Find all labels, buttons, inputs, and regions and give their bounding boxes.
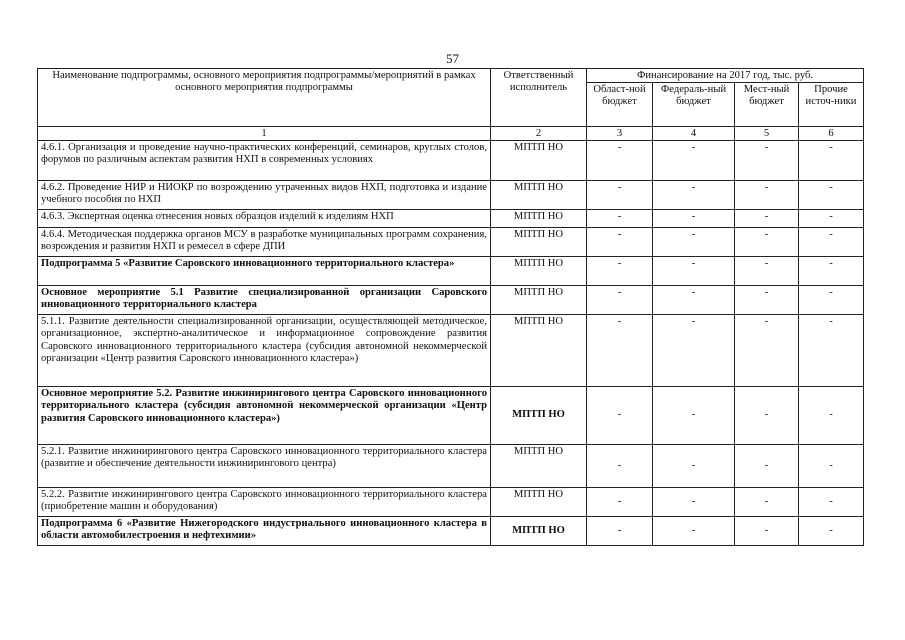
local-value: - (735, 181, 799, 210)
column-numbers-row (38, 127, 864, 141)
row-executor: МПТП НО (491, 445, 587, 488)
other-value: - (799, 445, 864, 488)
regional-value: - (587, 286, 653, 315)
local-value: - (735, 517, 799, 546)
header-regional-budget: Област-ной бюджет (587, 83, 653, 127)
table-row (38, 228, 864, 257)
regional-value: - (587, 387, 653, 445)
regional-value: - (587, 228, 653, 257)
main-activity-title: Основное мероприятие 5.1 Развитие специализированной организации Саровского инновационного территориального кластера (38, 286, 491, 315)
federal-value: - (653, 181, 735, 210)
header-financing: Финансирование на 2017 год, тыс. руб. (587, 69, 864, 83)
row-executor: МПТП НО (491, 257, 587, 286)
other-value: - (799, 228, 864, 257)
federal-value: - (653, 228, 735, 257)
other-value: - (799, 517, 864, 546)
federal-value: - (653, 286, 735, 315)
local-value: - (735, 141, 799, 181)
header-local-budget: Мест-ный бюджет (735, 83, 799, 127)
local-value: - (735, 210, 799, 228)
local-value: - (735, 445, 799, 488)
local-value: - (735, 257, 799, 286)
table-row (38, 286, 864, 315)
local-value: - (735, 387, 799, 445)
table-row (38, 210, 864, 228)
regional-value: - (587, 181, 653, 210)
table-row (38, 387, 864, 445)
row-executor: МПТП НО (491, 228, 587, 257)
row-executor: МПТП НО (491, 315, 587, 387)
other-value: - (799, 387, 864, 445)
other-value: - (799, 286, 864, 315)
row-name: 4.6.1. Организация и проведение научно-практических конференций, семинаров, круглых столов, форумов по различным аспектам развития НХП в современных условиях (38, 141, 491, 181)
row-executor: МПТП НО (491, 387, 587, 445)
row-executor: МПТП НО (491, 286, 587, 315)
other-value: - (799, 257, 864, 286)
column-number: 2 (491, 127, 587, 141)
federal-value: - (653, 387, 735, 445)
regional-value: - (587, 517, 653, 546)
regional-value: - (587, 141, 653, 181)
local-value: - (735, 315, 799, 387)
subprogram-title: Подпрограмма 6 «Развитие Нижегородского индустриального инновационного кластера в области автомобилестроения и нефтехимии» (38, 517, 491, 546)
subprogram-title: Подпрограмма 5 «Развитие Саровского инновационного территориального кластера» (38, 257, 491, 286)
regional-value: - (587, 315, 653, 387)
federal-value: - (653, 488, 735, 517)
federal-value: - (653, 257, 735, 286)
column-number: 1 (38, 127, 491, 141)
row-name: 4.6.2. Проведение НИР и НИОКР по возрождению утраченных видов НХП, подготовка и издание учебного пособия по НХП (38, 181, 491, 210)
federal-value: - (653, 315, 735, 387)
table-row (38, 488, 864, 517)
table-row (38, 315, 864, 387)
other-value: - (799, 488, 864, 517)
row-name: 5.2.1. Развитие инжинирингового центра Саровского инновационного территориального кластера (развитие и обеспечение деятельности инжинирингового центра) (38, 445, 491, 488)
row-name: 4.6.4. Методическая поддержка органов МСУ в разработке муниципальных программ сохранения, возрождения и развития НХП и ремесел в сфере ДПИ (38, 228, 491, 257)
local-value: - (735, 488, 799, 517)
table-row (38, 141, 864, 181)
row-name: 5.1.1. Развитие деятельности специализированной организации, осуществляющей методическое, организационное, экспертно-аналитическое и информационное сопровождение развития Саровского инновационного территориального кластера (субсидия автономной некоммерческой организации «Центр развития Саровского инновационного кластера») (38, 315, 491, 387)
other-value: - (799, 315, 864, 387)
financing-table (37, 68, 864, 546)
row-name: 4.6.3. Экспертная оценка отнесения новых образцов изделий к изделиям НХП (38, 210, 491, 228)
other-value: - (799, 181, 864, 210)
row-executor: МПТП НО (491, 181, 587, 210)
regional-value: - (587, 210, 653, 228)
other-value: - (799, 141, 864, 181)
federal-value: - (653, 517, 735, 546)
header-other-sources: Прочие источ-ники (799, 83, 864, 127)
local-value: - (735, 286, 799, 315)
column-number: 6 (799, 127, 864, 141)
federal-value: - (653, 445, 735, 488)
regional-value: - (587, 445, 653, 488)
local-value: - (735, 228, 799, 257)
other-value: - (799, 210, 864, 228)
federal-value: - (653, 210, 735, 228)
main-activity-title: Основное мероприятие 5.2. Развитие инжинирингового центра Саровского инновационного территориального кластера (субсидия автономной некоммерческой организации «Центр развития Саровского инновационного кластера») (38, 387, 491, 445)
federal-value: - (653, 141, 735, 181)
table-row (38, 517, 864, 546)
row-name: 5.2.2. Развитие инжинирингового центра Саровского инновационного территориального кластера (приобретение машин и оборудования) (38, 488, 491, 517)
header-federal-budget: Федераль-ный бюджет (653, 83, 735, 127)
row-executor: МПТП НО (491, 488, 587, 517)
row-executor: МПТП НО (491, 210, 587, 228)
table-row (38, 445, 864, 488)
table-row (38, 181, 864, 210)
table-row (38, 257, 864, 286)
row-executor: МПТП НО (491, 141, 587, 181)
header-executor: Ответственный исполнитель (491, 69, 587, 127)
regional-value: - (587, 257, 653, 286)
column-number: 5 (735, 127, 799, 141)
header-name: Наименование подпрограммы, основного мероприятия подпрограммы/мероприятий в рамках основного мероприятия подпрограммы (38, 69, 491, 127)
column-number: 3 (587, 127, 653, 141)
regional-value: - (587, 488, 653, 517)
row-executor: МПТП НО (491, 517, 587, 546)
column-number: 4 (653, 127, 735, 141)
page-number: 57 (446, 51, 459, 66)
